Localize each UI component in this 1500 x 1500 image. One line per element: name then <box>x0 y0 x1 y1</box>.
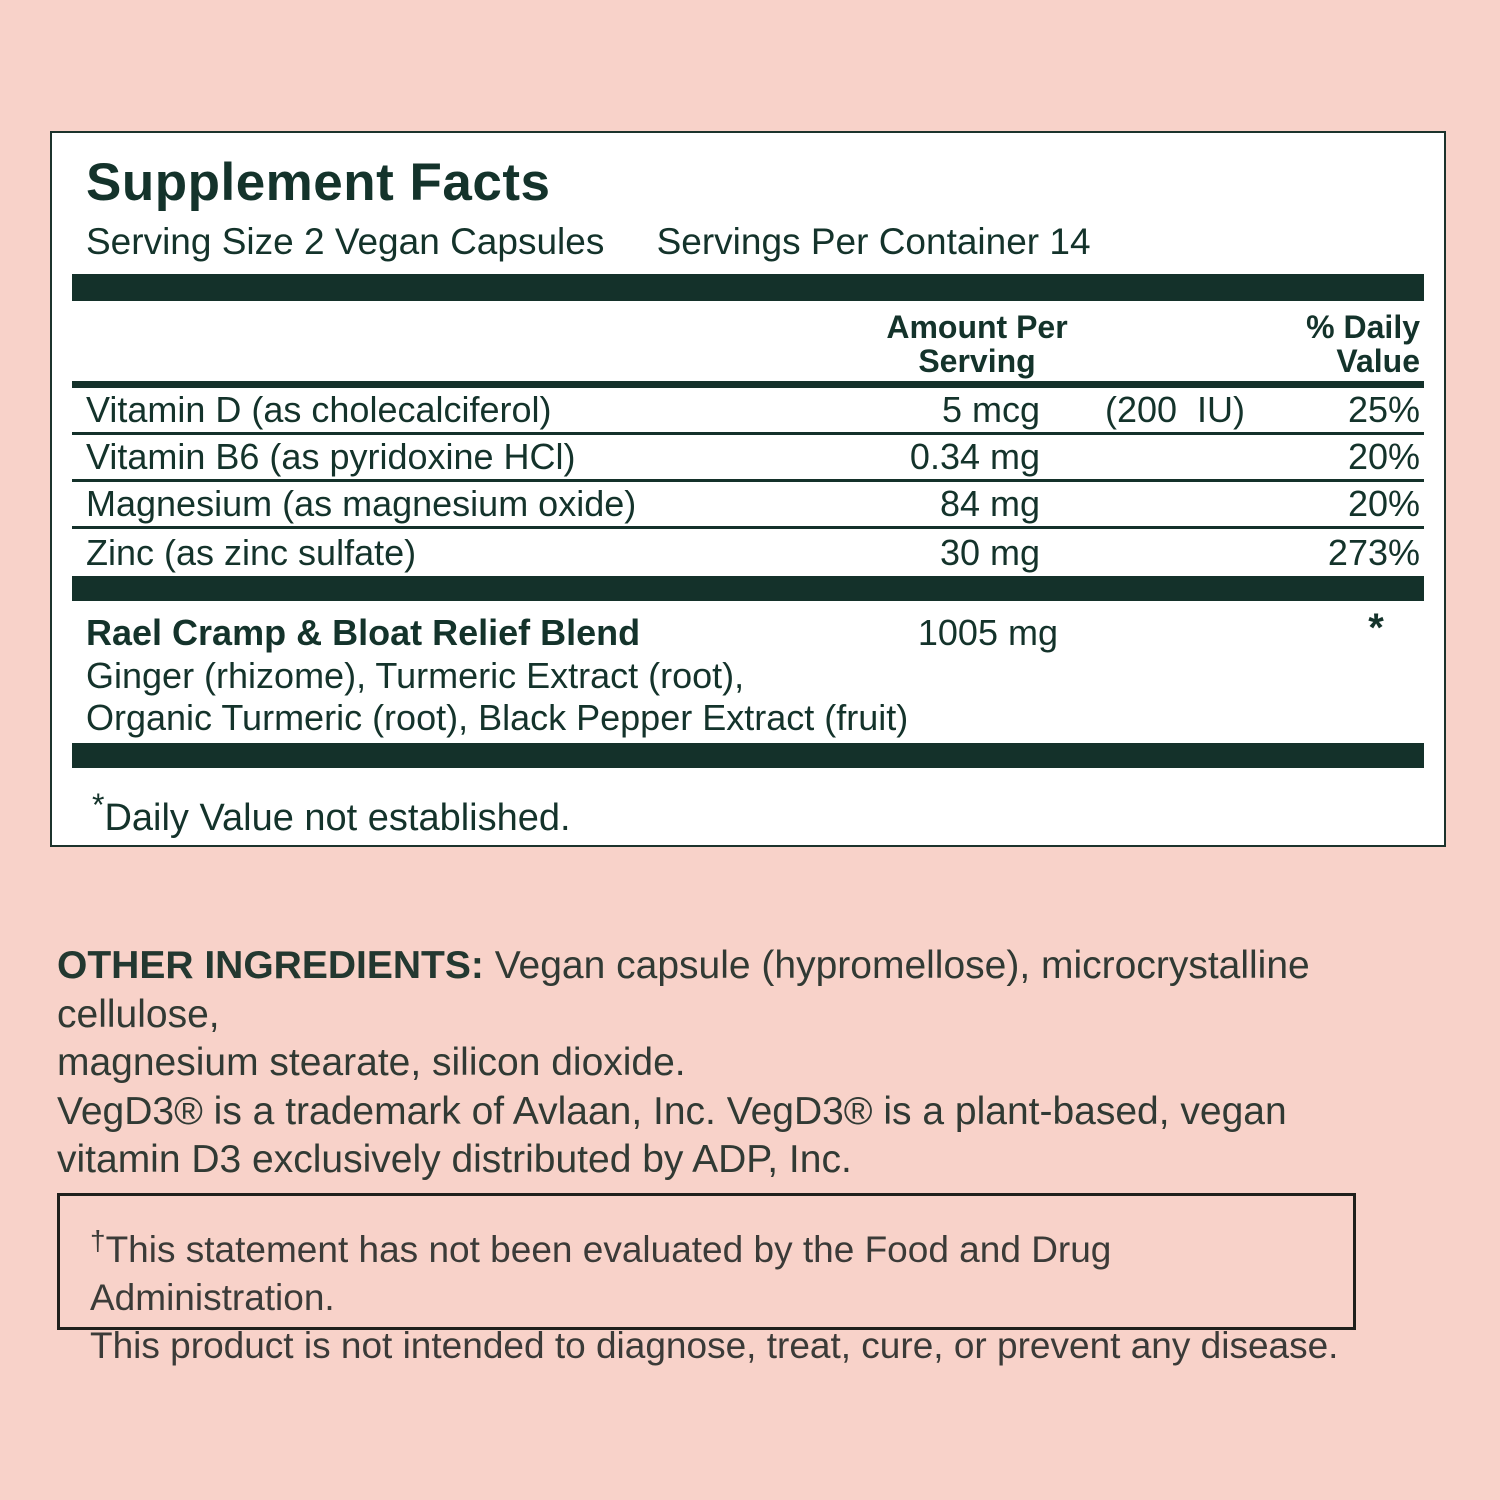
divider-bar-bottom <box>72 743 1424 768</box>
header-percent-daily-value: % Daily Value <box>1306 309 1420 379</box>
other-ingredients-text: Vegan capsule (hypromellose), microcrystalline cellulose, <box>57 944 1310 1036</box>
footnote-asterisk: * <box>92 787 105 823</box>
nutrient-daily-value: 20% <box>1347 436 1420 477</box>
fda-disclaimer-box <box>57 1193 1356 1366</box>
blend-name: Rael Cramp & Bloat Relief Blend <box>86 612 641 653</box>
disclaimer-line1 <box>90 1217 1353 1322</box>
nutrient-iu: (200 IU) <box>1104 389 1246 430</box>
dagger-symbol: † <box>90 1225 106 1256</box>
nutrient-amount: 84 mg <box>939 483 1040 524</box>
other-ingredients-line1 <box>57 942 1457 1039</box>
blend-daily-asterisk: * <box>1368 606 1384 650</box>
trademark-line2: vitamin D3 exclusively distributed by ADP, Inc. <box>57 1138 852 1181</box>
divider-bar-middle <box>72 576 1424 601</box>
other-ingredients-section <box>57 942 1457 1185</box>
nutrient-name: Zinc (as zinc sulfate) <box>86 531 417 573</box>
nutrient-daily-value: 25% <box>1347 389 1420 430</box>
nutrient-name: Magnesium (as magnesium oxide) <box>86 483 637 524</box>
nutrient-amount: 5 mcg <box>941 389 1040 430</box>
divider-bar-top <box>72 274 1424 301</box>
table-header-row <box>72 301 1424 381</box>
nutrient-amount: 30 mg <box>939 531 1040 573</box>
daily-value-footnote <box>92 782 1424 841</box>
nutrient-daily-value: 273% <box>1327 531 1420 573</box>
supplement-facts-panel <box>50 131 1446 847</box>
nutrient-name: Vitamin D (as cholecalciferol) <box>86 389 552 430</box>
header-underline <box>72 381 1424 388</box>
blend-ingredients-line1: Ginger (rhizome), Turmeric Extract (root), <box>86 655 745 696</box>
serving-size: Serving Size 2 Vegan Capsules <box>86 221 605 262</box>
disclaimer-text1: This statement has not been evaluated by the Food and Drug Administration. <box>90 1229 1112 1318</box>
table-row-magnesium <box>72 482 1424 529</box>
other-ingredients-label: OTHER INGREDIENTS: <box>57 944 484 987</box>
footnote-text: Daily Value not established. <box>104 797 571 839</box>
blend-amount: 1005 mg <box>917 612 1058 653</box>
table-row-vitamin-d <box>72 388 1424 435</box>
blend-section <box>72 601 1424 739</box>
nutrient-name: Vitamin B6 (as pyridoxine HCl) <box>86 436 576 477</box>
servings-per-container: Servings Per Container 14 <box>656 221 1091 262</box>
table-row-zinc <box>72 529 1424 576</box>
blend-ingredients-line2: Organic Turmeric (root), Black Pepper Extract (fruit) <box>86 697 909 738</box>
other-ingredients-line2: magnesium stearate, silicon dioxide. <box>57 1041 686 1084</box>
nutrient-amount: 0.34 mg <box>909 436 1040 477</box>
table-row-vitamin-b6 <box>72 435 1424 482</box>
nutrient-daily-value: 20% <box>1347 483 1420 524</box>
trademark-line1: VegD3® is a trademark of Avlaan, Inc. VegD3® is a plant-based, vegan <box>57 1089 1287 1133</box>
panel-title: Supplement Facts <box>86 153 551 212</box>
header-amount-per-serving: Amount Per Serving <box>886 309 1068 379</box>
disclaimer-line2: This product is not intended to diagnose, treat, cure, or prevent any disease. <box>90 1325 1339 1366</box>
serving-info <box>86 219 1424 265</box>
blend-header-row <box>86 606 1424 655</box>
